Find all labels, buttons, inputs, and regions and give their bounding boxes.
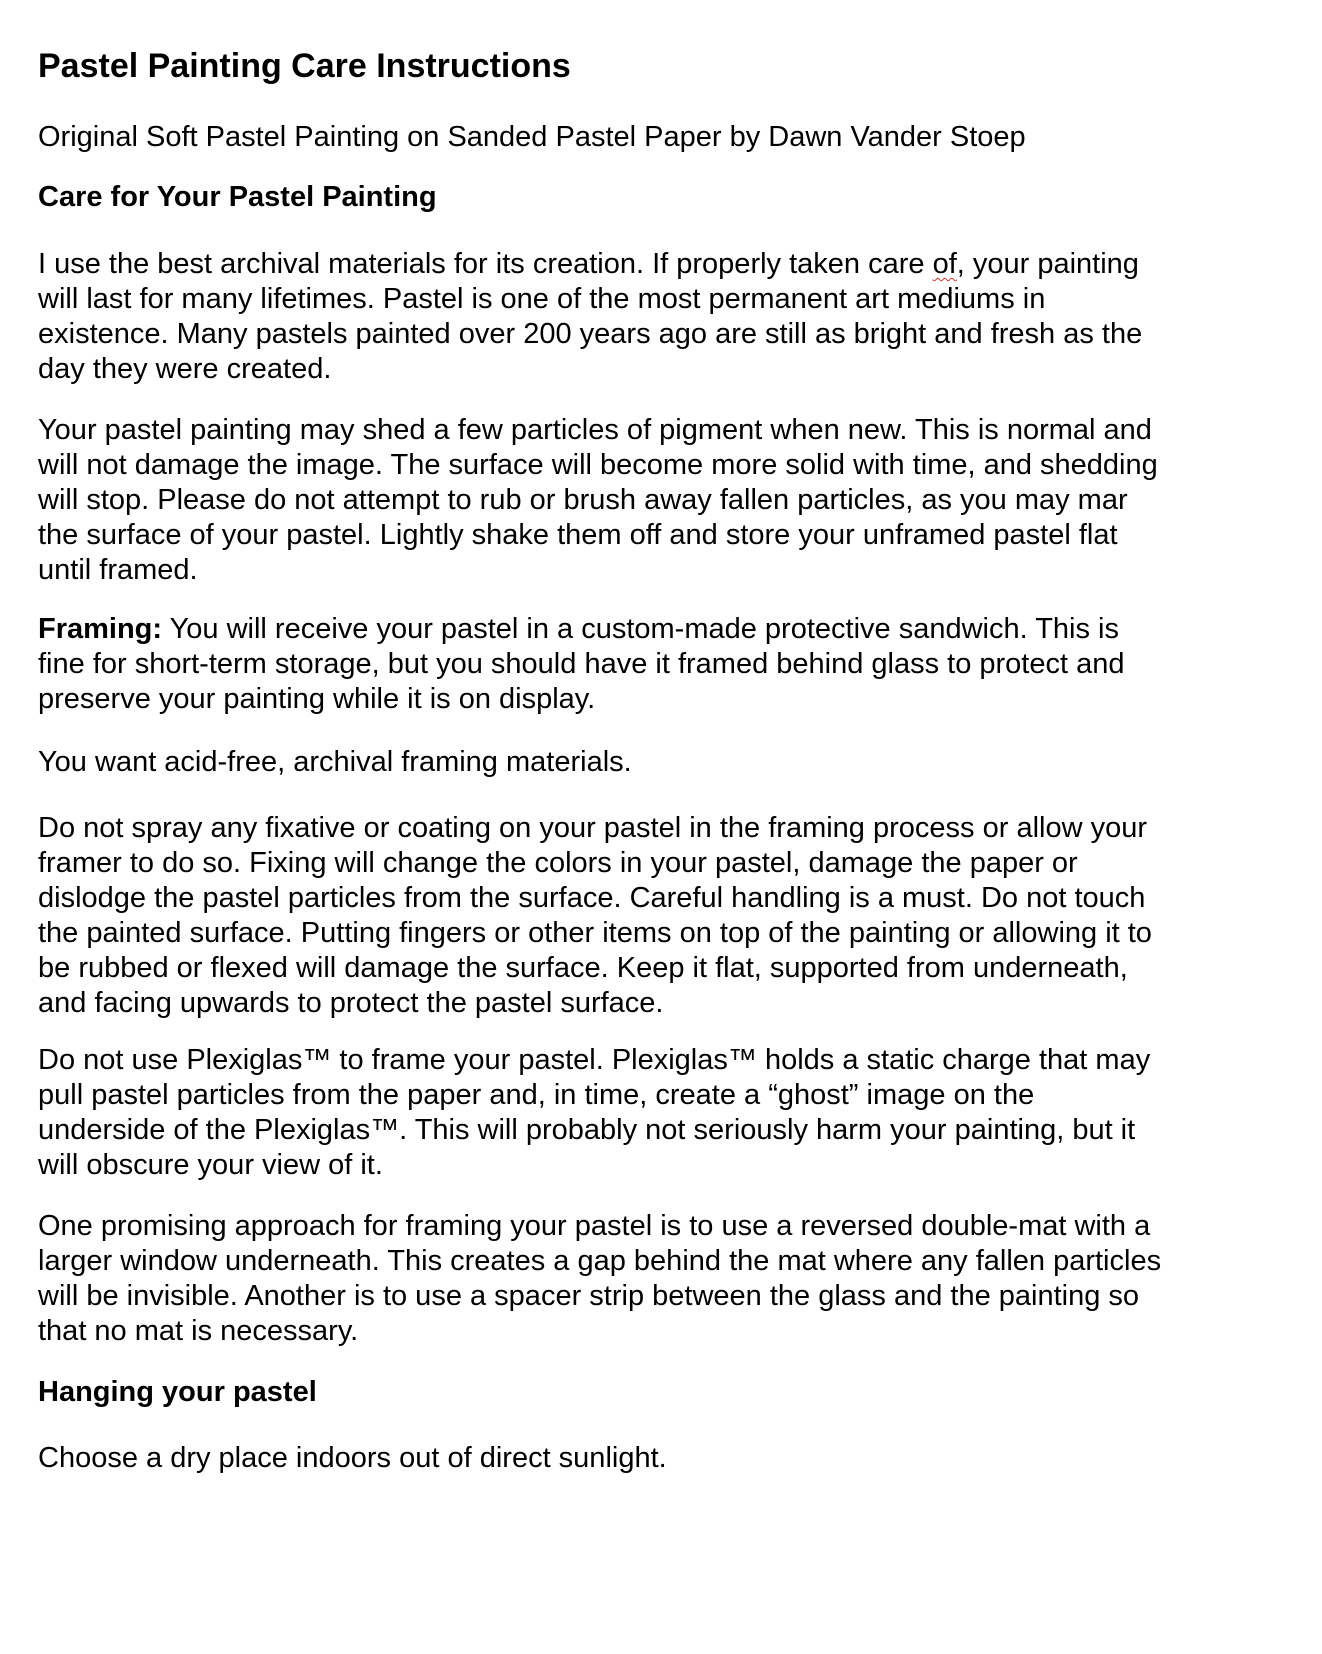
plexiglas-paragraph (38, 1043, 1150, 1183)
document-subtitle: Original Soft Pastel Painting on Sanded Pastel Paper by Dawn Vander Stoep (38, 121, 1026, 153)
fixative-paragraph (38, 811, 1152, 1021)
spellcheck-flagged-word[interactable]: of (932, 248, 957, 280)
text-line: underside of the Plexiglas™. This will probably not seriously harm your painting, but it (38, 1114, 1136, 1146)
text-line: existence. Many pastels painted over 200 years ago are still as bright and fresh as the (38, 318, 1143, 350)
text-line: will be invisible. Another is to use a spacer strip between the glass and the painting so (38, 1280, 1140, 1312)
text-line: Do not spray any fixative or coating on your pastel in the framing process or allow your (38, 812, 1147, 844)
text-line: Do not use Plexiglas™ to frame your pastel. Plexiglas™ holds a static charge that may (38, 1044, 1151, 1076)
text-line: that no mat is necessary. (38, 1315, 359, 1347)
text-line: One promising approach for framing your pastel is to use a reversed double-mat with a (38, 1210, 1151, 1242)
text-line: larger window underneath. This creates a gap behind the mat where any fallen particles (38, 1245, 1162, 1277)
hanging-paragraph (38, 1441, 667, 1476)
text-line: the surface of your pastel. Lightly shake them off and store your unframed pastel flat (38, 519, 1118, 551)
framing-paragraph (38, 612, 1125, 717)
approach-paragraph (38, 1209, 1161, 1349)
text-line: the painted surface. Putting fingers or other items on top of the painting or allowing it to (38, 917, 1152, 949)
text-line: I use the best archival materials for its creation. If properly taken care of, your painting (38, 248, 1139, 280)
framing-label: Framing: (38, 613, 163, 645)
text-line: preserve your painting while it is on display. (38, 683, 596, 715)
text-line: and facing upwards to protect the pastel surface. (38, 987, 664, 1019)
text-line: will obscure your view of it. (38, 1149, 383, 1181)
hanging-heading: Hanging your pastel (38, 1376, 317, 1408)
text-line: Your pastel painting may shed a few particles of pigment when new. This is normal and (38, 414, 1152, 446)
text-line: dislodge the pastel particles from the surface. Careful handling is a must. Do not touch (38, 882, 1146, 914)
text-line: day they were created. (38, 353, 332, 385)
acid-free-paragraph (38, 745, 632, 780)
text-line: You want acid-free, archival framing materials. (38, 746, 632, 778)
care-paragraph-2 (38, 413, 1158, 588)
text-line: fine for short-term storage, but you should have it framed behind glass to protect and (38, 648, 1125, 680)
care-heading: Care for Your Pastel Painting (38, 181, 437, 213)
text-line: be rubbed or flexed will damage the surface. Keep it flat, supported from underneath, (38, 952, 1128, 984)
text-line: will not damage the image. The surface will become more solid with time, and shedding (38, 449, 1158, 481)
text-line: will stop. Please do not attempt to rub or brush away fallen particles, as you may mar (38, 484, 1128, 516)
text-line: framer to do so. Fixing will change the colors in your pastel, damage the paper or (38, 847, 1078, 879)
care-paragraph-1 (38, 247, 1142, 387)
text-line: until framed. (38, 554, 198, 586)
text-line: Choose a dry place indoors out of direct sunlight. (38, 1442, 667, 1474)
text-line: pull pastel particles from the paper and, in time, create a “ghost” image on the (38, 1079, 1035, 1111)
text-line: Framing: You will receive your pastel in a custom-made protective sandwich. This is (38, 613, 1119, 645)
text-line: will last for many lifetimes. Pastel is one of the most permanent art mediums in (38, 283, 1046, 315)
document-title: Pastel Painting Care Instructions (38, 47, 571, 85)
